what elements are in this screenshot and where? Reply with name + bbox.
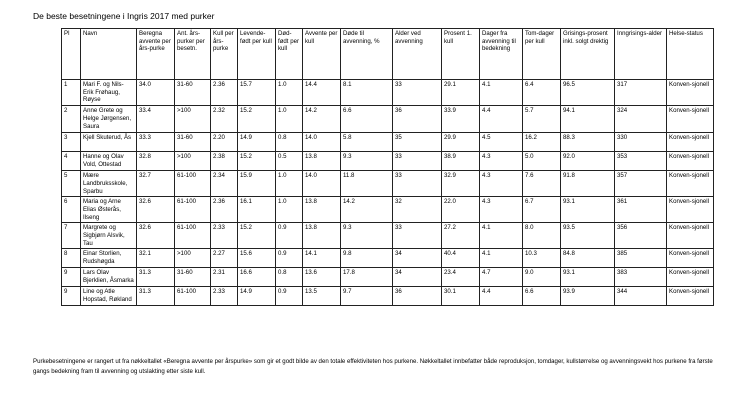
header-cell: Død-født per kull <box>276 29 303 80</box>
rank-cell: 7 <box>62 223 81 249</box>
table-cell: 40.4 <box>442 249 480 268</box>
name-cell: Maria og Arne Elias Østerås, Ilseng <box>81 197 137 223</box>
table-cell: 93.1 <box>561 197 615 223</box>
table-cell: Konven-sjonell <box>667 197 714 223</box>
table-cell: 1.0 <box>276 171 303 197</box>
header-cell: Dager fra avvenning til bedekning <box>480 29 523 80</box>
table-cell: >100 <box>175 152 211 171</box>
rank-cell: 6 <box>62 197 81 223</box>
table-cell: 36 <box>393 106 442 133</box>
header-cell: Inngrisings-alder <box>615 29 667 80</box>
table-cell: 344 <box>615 287 667 306</box>
table-cell: 4.1 <box>480 223 523 249</box>
table-cell: 88.3 <box>561 133 615 152</box>
header-cell: Navn <box>81 29 137 80</box>
table-cell: 357 <box>615 171 667 197</box>
table-cell: 2.31 <box>211 268 238 287</box>
table-cell: Konven-sjonell <box>667 133 714 152</box>
table-cell: 9.0 <box>523 268 561 287</box>
header-cell: Helse-status <box>667 29 714 80</box>
table-row <box>62 249 714 268</box>
table-cell: 0.8 <box>276 268 303 287</box>
table-cell: 32.9 <box>442 171 480 197</box>
table-cell: 17.8 <box>341 268 393 287</box>
page-title: De beste besetningene i Ingris 2017 med purker <box>33 11 215 21</box>
header-cell: Ant. års-purker per besetn. <box>175 29 211 80</box>
table-cell: 93.9 <box>561 287 615 306</box>
table-cell: 31-60 <box>175 80 211 106</box>
table-cell: 31.3 <box>137 268 175 287</box>
name-cell: Mari F. og Nils-Erik Frøhaug, Røyse <box>81 80 137 106</box>
table-cell: 9.3 <box>341 152 393 171</box>
table-cell: 383 <box>615 268 667 287</box>
table-cell: 14.9 <box>238 133 276 152</box>
table-cell: 2.27 <box>211 249 238 268</box>
table-cell: 33 <box>393 80 442 106</box>
table-cell: 2.36 <box>211 197 238 223</box>
table-cell: 4.4 <box>480 106 523 133</box>
table-cell: 91.8 <box>561 171 615 197</box>
table-cell: 9.3 <box>341 223 393 249</box>
footnote: Purkebesetningene er rangert ut fra nøkkeltallet «Beregna avvente per årspurke» som gir et godt bilde av den totale effektiviteten hos purkene. Nøkkeltallet innbefatter både reproduksjon, tomdager, kullstørrelse og avvenningsvekt hos purkene fra første gangs bedekning fram til avvenning og utslakting etter siste kull. <box>33 358 713 375</box>
table-cell: 33 <box>393 152 442 171</box>
table-cell: 2.33 <box>211 223 238 249</box>
table-cell: 7.6 <box>523 171 561 197</box>
table-cell: Konven-sjonell <box>667 152 714 171</box>
rank-cell: 9 <box>62 268 81 287</box>
table-cell: Konven-sjonell <box>667 171 714 197</box>
table-cell: 0.9 <box>276 249 303 268</box>
table-cell: 15.7 <box>238 80 276 106</box>
table-cell: 93.1 <box>561 268 615 287</box>
table-cell: 2.34 <box>211 171 238 197</box>
ranking-table <box>61 28 714 306</box>
table-cell: 33.9 <box>442 106 480 133</box>
table-cell: 33 <box>393 171 442 197</box>
table-cell: 32.7 <box>137 171 175 197</box>
header-row <box>62 29 714 80</box>
table-cell: 4.3 <box>480 197 523 223</box>
table-cell: 14.0 <box>303 133 341 152</box>
table-cell: 6.6 <box>523 287 561 306</box>
table-cell: 4.7 <box>480 268 523 287</box>
table-row <box>62 268 714 287</box>
table-cell: 61-100 <box>175 171 211 197</box>
header-cell: Alder ved avvenning <box>393 29 442 80</box>
table-cell: 0.9 <box>276 287 303 306</box>
table-cell: 385 <box>615 249 667 268</box>
table-row <box>62 223 714 249</box>
table-cell: 32.1 <box>137 249 175 268</box>
table-cell: 5.7 <box>523 106 561 133</box>
table-cell: 4.3 <box>480 152 523 171</box>
table-cell: 4.4 <box>480 287 523 306</box>
table-cell: 14.0 <box>303 171 341 197</box>
rank-cell: 9 <box>62 287 81 306</box>
table-cell: >100 <box>175 249 211 268</box>
table-cell: 1.0 <box>276 197 303 223</box>
table-cell: 32.8 <box>137 152 175 171</box>
table-cell: 361 <box>615 197 667 223</box>
table-cell: 330 <box>615 133 667 152</box>
table-cell: 84.8 <box>561 249 615 268</box>
table-cell: 94.1 <box>561 106 615 133</box>
table-cell: 13.8 <box>303 152 341 171</box>
name-cell: Einar Storlien, Rudshøgda <box>81 249 137 268</box>
table-cell: 34.0 <box>137 80 175 106</box>
table-cell: 10.3 <box>523 249 561 268</box>
table-cell: 61-100 <box>175 287 211 306</box>
header-cell: Avvente per kull <box>303 29 341 80</box>
table-cell: 13.8 <box>303 197 341 223</box>
table-row <box>62 133 714 152</box>
table-cell: 36 <box>393 287 442 306</box>
table-cell: Konven-sjonell <box>667 80 714 106</box>
table-cell: 33.4 <box>137 106 175 133</box>
table-cell: Konven-sjonell <box>667 287 714 306</box>
table-cell: 15.2 <box>238 152 276 171</box>
table-cell: 16.2 <box>523 133 561 152</box>
table-cell: 33 <box>393 223 442 249</box>
table-cell: 15.9 <box>238 171 276 197</box>
rank-cell: 3 <box>62 133 81 152</box>
table-cell: 13.6 <box>303 268 341 287</box>
name-cell: Lars Olav Bjerklien, Åsmarka <box>81 268 137 287</box>
table-cell: 356 <box>615 223 667 249</box>
table-cell: 31-60 <box>175 133 211 152</box>
table-cell: Konven-sjonell <box>667 223 714 249</box>
table-cell: 92.0 <box>561 152 615 171</box>
table-cell: 14.1 <box>303 249 341 268</box>
table-cell: 353 <box>615 152 667 171</box>
rank-cell: 5 <box>62 171 81 197</box>
table-row <box>62 106 714 133</box>
table-cell: 6.7 <box>523 197 561 223</box>
table-body <box>62 80 714 306</box>
name-cell: Anne Grete og Helge Jørgensen, Saura <box>81 106 137 133</box>
rank-cell: 2 <box>62 106 81 133</box>
table-row <box>62 197 714 223</box>
table-cell: >100 <box>175 106 211 133</box>
name-cell: Mære Landbruksskole, Sparbu <box>81 171 137 197</box>
table-cell: 34 <box>393 249 442 268</box>
table-cell: 1.0 <box>276 106 303 133</box>
rank-cell: 4 <box>62 152 81 171</box>
table-row <box>62 287 714 306</box>
table-cell: 6.6 <box>341 106 393 133</box>
table-cell: 16.6 <box>238 268 276 287</box>
table-cell: 15.6 <box>238 249 276 268</box>
name-cell: Kjell Skuterud, Ås <box>81 133 137 152</box>
table-cell: 15.2 <box>238 223 276 249</box>
table-cell: 0.9 <box>276 223 303 249</box>
name-cell: Margrete og Sigbjørn Alsvik, Tau <box>81 223 137 249</box>
header-cell: Kull per års-purke <box>211 29 238 80</box>
header-cell: Prosent 1. kull <box>442 29 480 80</box>
table-cell: 23.4 <box>442 268 480 287</box>
table-cell: Konven-sjonell <box>667 249 714 268</box>
table-cell: 31.3 <box>137 287 175 306</box>
table-cell: 32 <box>393 197 442 223</box>
table-cell: 4.3 <box>480 171 523 197</box>
table-cell: 38.9 <box>442 152 480 171</box>
table-cell: 2.38 <box>211 152 238 171</box>
table-cell: 324 <box>615 106 667 133</box>
table-cell: 30.1 <box>442 287 480 306</box>
table-cell: 5.0 <box>523 152 561 171</box>
table-cell: 8.0 <box>523 223 561 249</box>
name-cell: Line og Atle Hopstad, Røkland <box>81 287 137 306</box>
table-cell: 14.9 <box>238 287 276 306</box>
table-cell: 13.8 <box>303 223 341 249</box>
table-cell: 1.0 <box>276 80 303 106</box>
table-cell: 61-100 <box>175 197 211 223</box>
table-cell: 0.8 <box>276 133 303 152</box>
table-cell: 61-100 <box>175 223 211 249</box>
rank-cell: 8 <box>62 249 81 268</box>
header-cell: Tom-dager per kull <box>523 29 561 80</box>
table-cell: 2.33 <box>211 287 238 306</box>
header-cell: Pl <box>62 29 81 80</box>
table-cell: 14.2 <box>341 197 393 223</box>
table-cell: 15.2 <box>238 106 276 133</box>
header-cell: Beregna avvente per års-purke <box>137 29 175 80</box>
table-cell: 32.6 <box>137 197 175 223</box>
table-cell: 9.7 <box>341 287 393 306</box>
table-cell: 14.4 <box>303 80 341 106</box>
table-cell: 2.32 <box>211 106 238 133</box>
table-cell: 0.5 <box>276 152 303 171</box>
table-cell: 13.5 <box>303 287 341 306</box>
table-cell: 9.8 <box>341 249 393 268</box>
table-cell: 6.4 <box>523 80 561 106</box>
table-cell: 34 <box>393 268 442 287</box>
table-cell: 4.1 <box>480 249 523 268</box>
table-cell: 2.20 <box>211 133 238 152</box>
table-cell: 93.5 <box>561 223 615 249</box>
table-cell: 16.1 <box>238 197 276 223</box>
table-row <box>62 171 714 197</box>
table-cell: 2.36 <box>211 80 238 106</box>
rank-cell: 1 <box>62 80 81 106</box>
table-cell: 5.8 <box>341 133 393 152</box>
table-cell: 4.5 <box>480 133 523 152</box>
table-cell: 96.5 <box>561 80 615 106</box>
header-cell: Grisings-prosent inkl. solgt drektig <box>561 29 615 80</box>
table-cell: 31-60 <box>175 268 211 287</box>
table-cell: Konven-sjonell <box>667 106 714 133</box>
table-row <box>62 80 714 106</box>
name-cell: Hanne og Olav Vold, Ottestad <box>81 152 137 171</box>
table-cell: 4.1 <box>480 80 523 106</box>
table-cell: 33.3 <box>137 133 175 152</box>
table-cell: 317 <box>615 80 667 106</box>
table-cell: 11.8 <box>341 171 393 197</box>
header-cell: Døde til avvenning, % <box>341 29 393 80</box>
table-cell: 29.1 <box>442 80 480 106</box>
table-cell: Konven-sjonell <box>667 268 714 287</box>
table-cell: 35 <box>393 133 442 152</box>
table-cell: 27.2 <box>442 223 480 249</box>
table-cell: 32.6 <box>137 223 175 249</box>
table-cell: 14.2 <box>303 106 341 133</box>
table-row <box>62 152 714 171</box>
table-cell: 22.0 <box>442 197 480 223</box>
table-cell: 29.9 <box>442 133 480 152</box>
header-cell: Levende-født per kull <box>238 29 276 80</box>
table-cell: 8.1 <box>341 80 393 106</box>
